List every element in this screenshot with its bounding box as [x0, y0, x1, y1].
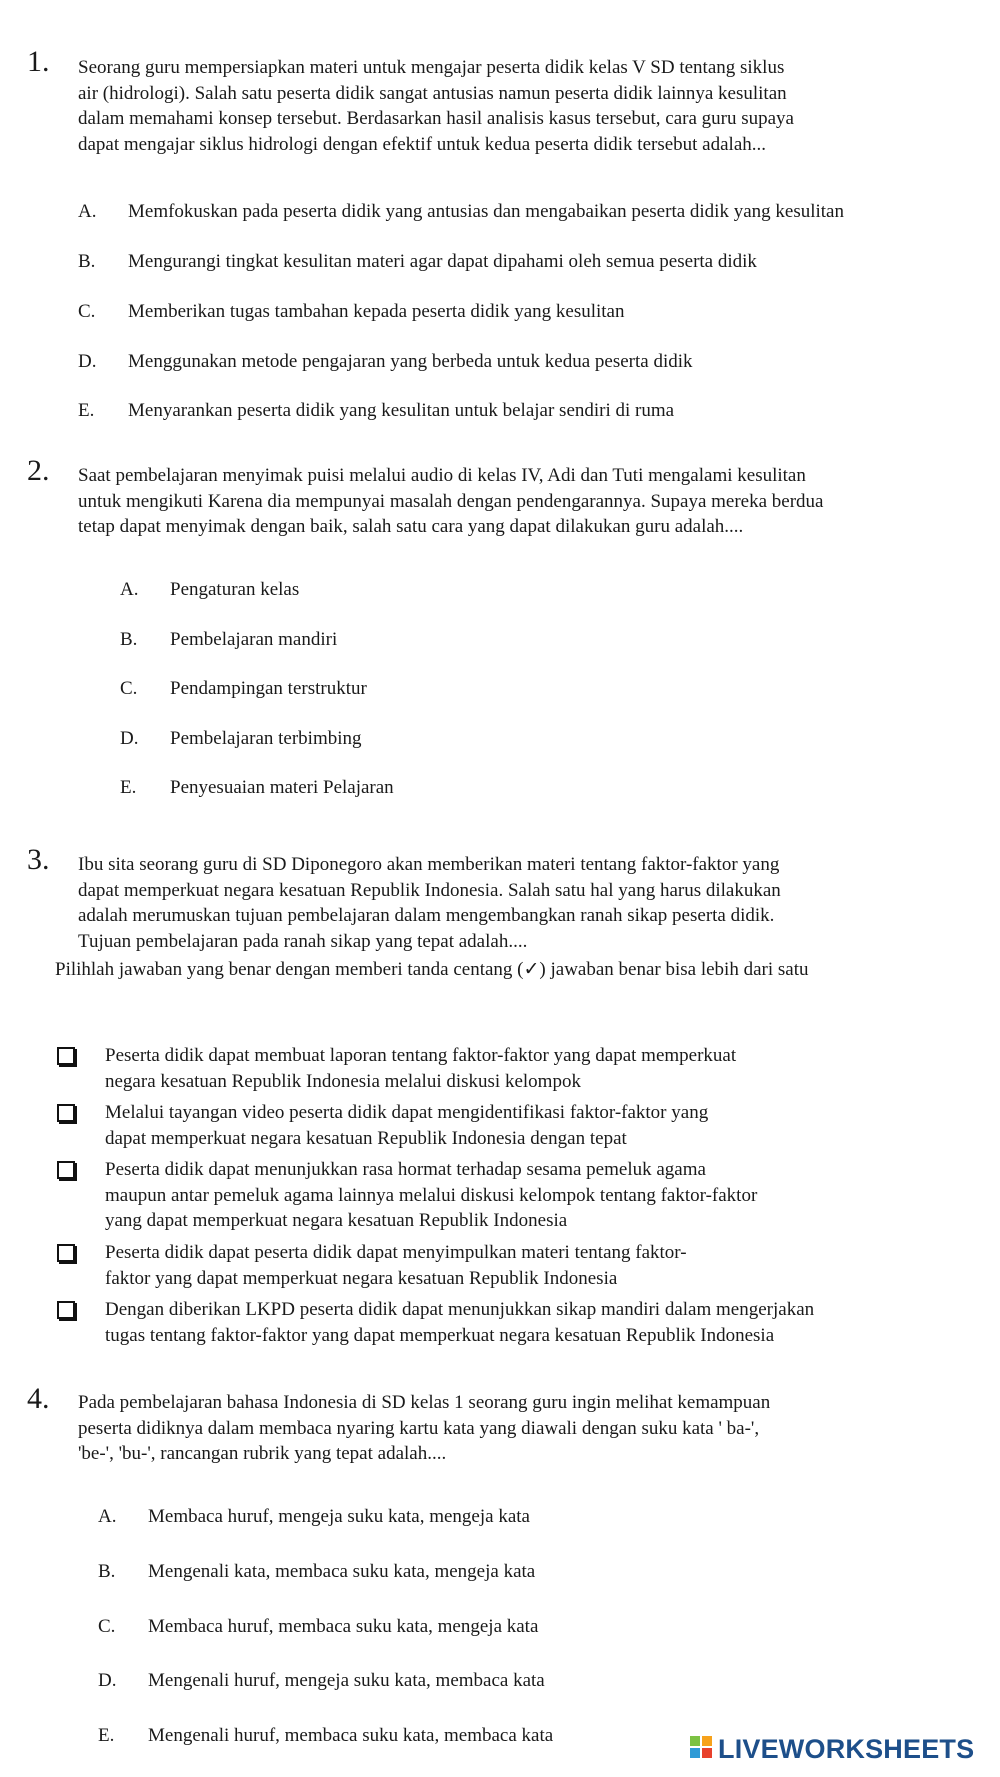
question-1-number: 1.	[27, 45, 50, 78]
checkbox-icon[interactable]	[57, 1047, 75, 1065]
question-3-instruction: Pilihlah jawaban yang benar dengan memberi tanda centang (✓) jawaban benar bisa lebih dari satu	[55, 959, 809, 980]
question-3-line: adalah merumuskan tujuan pembelajaran dalam mengembangkan ranah sikap peserta didik.	[78, 905, 775, 926]
question-4-line: Pada pembelajaran bahasa Indonesia di SD kelas 1 seorang guru ingin melihat kemampuan	[78, 1392, 771, 1413]
question-2-option-a[interactable]: A. Pengaturan kelas	[120, 579, 300, 600]
checkbox-icon[interactable]	[57, 1104, 75, 1122]
question-1-line: Seorang guru mempersiapkan materi untuk mengajar peserta didik kelas V SD tentang siklus	[78, 57, 785, 78]
question-4-option-c[interactable]: C. Membaca huruf, membaca suku kata, mengeja kata	[98, 1616, 539, 1637]
question-4-line: peserta didiknya dalam membaca nyaring kartu kata yang diawali dengan suku kata ' ba-',	[78, 1417, 760, 1439]
question-4-text	[78, 1390, 938, 1467]
question-1-option-d[interactable]: D. Menggunakan metode pengajaran yang berbeda untuk kedua peserta didik	[78, 351, 693, 372]
question-2-line: tetap dapat menyimak dengan baik, salah satu cara yang dapat dilakukan guru adalah....	[78, 516, 744, 537]
question-2-option-d[interactable]: D. Pembelajaran terbimbing	[120, 728, 362, 749]
question-3-number: 3.	[27, 843, 50, 876]
question-2-option-c[interactable]: C. Pendampingan terstruktur	[120, 678, 367, 699]
question-1-line: air (hidrologi). Salah satu peserta didik sangat antusias namun peserta didik lainnya kesulitan	[78, 82, 787, 104]
question-2-number: 2.	[27, 454, 50, 487]
question-1-option-b[interactable]: B. Mengurangi tingkat kesulitan materi agar dapat dipahami oleh semua peserta didik	[78, 251, 757, 272]
question-1-option-c[interactable]: C. Memberikan tugas tambahan kepada peserta didik yang kesulitan	[78, 301, 625, 322]
checkbox-icon[interactable]	[57, 1244, 75, 1262]
question-2-line: untuk mengikuti Karena dia mempunyai masalah dengan pendengarannya. Supaya mereka berdua	[78, 490, 824, 512]
question-2-option-e[interactable]: E. Penyesuaian materi Pelajaran	[120, 777, 394, 798]
checkbox-icon[interactable]	[57, 1161, 75, 1179]
question-1-line: dalam memahami konsep tersebut. Berdasarkan hasil analisis kasus tersebut, cara guru supaya	[78, 108, 794, 129]
question-3-line: Tujuan pembelajaran pada ranah sikap yang tepat adalah....	[78, 930, 528, 952]
question-3-line: Ibu sita seorang guru di SD Diponegoro akan memberikan materi tentang faktor-faktor yang	[78, 854, 780, 875]
question-4-option-d[interactable]: D. Mengenali huruf, mengeja suku kata, membaca kata	[98, 1670, 545, 1691]
question-2-line: Saat pembelajaran menyimak puisi melalui audio di kelas IV, Adi dan Tuti mengalami kesulitan	[78, 465, 806, 486]
question-2-text	[78, 463, 938, 540]
question-4-option-b[interactable]: B. Mengenali kata, membaca suku kata, mengeja kata	[98, 1561, 536, 1582]
question-3-text	[78, 852, 938, 954]
question-1-option-a[interactable]: A. Memfokuskan pada peserta didik yang antusias dan mengabaikan peserta didik yang kesulitan	[78, 201, 844, 222]
question-3-line: dapat memperkuat negara kesatuan Republik Indonesia. Salah satu hal yang harus dilakukan	[78, 879, 781, 901]
question-1-line: dapat mengajar siklus hidrologi dengan efektif untuk kedua peserta didik tersebut adalah...	[78, 133, 767, 155]
liveworksheets-mark-icon	[690, 1736, 714, 1762]
question-4-option-a[interactable]: A. Membaca huruf, mengeja suku kata, mengeja kata	[98, 1506, 530, 1527]
question-4-line: 'be-', 'bu-', rancangan rubrik yang tepat adalah....	[78, 1443, 447, 1464]
checkbox-icon[interactable]	[57, 1301, 75, 1319]
question-1-text	[78, 55, 938, 157]
liveworksheets-logo[interactable]	[690, 1734, 974, 1764]
question-2-option-b[interactable]: B. Pembelajaran mandiri	[120, 629, 338, 650]
question-1-option-e[interactable]: E. Menyarankan peserta didik yang kesulitan untuk belajar sendiri di ruma	[78, 400, 675, 421]
logo-text: LIVEWORKSHEETS	[718, 1733, 975, 1764]
question-4-number: 4.	[27, 1382, 50, 1415]
question-4-option-e[interactable]: E. Mengenali huruf, membaca suku kata, membaca kata	[98, 1725, 554, 1746]
